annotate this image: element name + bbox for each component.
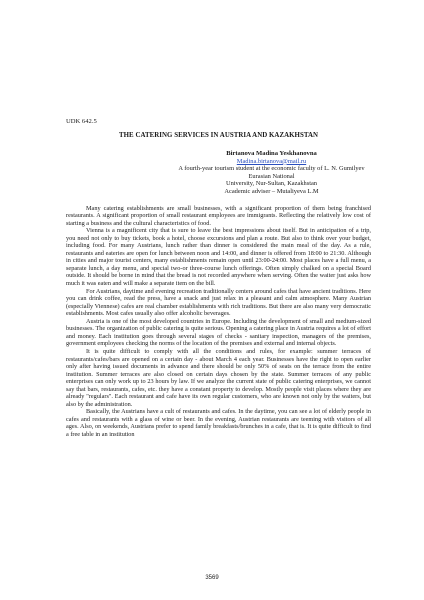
author-block (172, 150, 371, 196)
body-paragraph: Austria is one of the most developed countries in Europe. Including the development of small and medium-sized businesses. The organization of public catering is quite serious. Opening a catering place in Austria requires a lot of effort and money. Each institution goes through several stages of checks - sanitary inspection, managers of the premises, government employees checking the norms of the location of the premises and external and internal objects. (66, 317, 371, 348)
author-affiliation-line1: A fourth-year tourism student at the economic faculty of L. N. Gumilyev Eurasian National (178, 165, 365, 180)
page-number: 3569 (205, 575, 219, 581)
author-name: Birtanova Madina Yeskhanovna (226, 150, 317, 157)
body-text (66, 205, 371, 439)
author-email-link[interactable]: Madina.birtanova@mail.ru (236, 157, 307, 165)
body-paragraph: Many catering establishments are small businesses, with a significant proportion of them being franchised restaurants. A significant proportion of small restaurant employees are immigrants. Reflecting the relatively low cost of starting a business and the cultural characteristics of food. (66, 204, 371, 227)
author-affiliation-line2: University, Nur-Sultan, Kazakhstan (225, 180, 318, 188)
paper-page (66, 118, 371, 439)
paper-title: THE CATERING SERVICES IN AUSTRIA AND KAZAKHSTAN (118, 132, 319, 139)
body-paragraph: Vienna is a magnificent city that is sure to leave the best impressions about itself. But in anticipation of a trip, you need not only to buy tickets, book a hotel, choose excursions and plan a route. But also to think over your budget, including food. For many Austrians, lunch rather than dinner is considered the main meal of the day. As a rule, restaurants and eateries are open for lunch between noon and 14:00, and dinner is offered from 18:00 to 21:30. Although in cities and major tourist centers, many establishments remain open until 23:00-24:00. Most places have a full menu, a separate lunch, a day menu, and special two-or three-course lunch offerings. Often simply chalked on a special Board outside. It should be borne in mind that the bread is not recorded anywhere when serving. Often the waiter just asks how much it was eaten and will make a separate item on the bill. (66, 227, 371, 288)
academic-advisor: Academic adviser – Mutaliyeva L.M (224, 187, 319, 195)
udk-code: UDK 642.5 (66, 118, 97, 125)
body-paragraph: It is quite difficult to comply with all the conditions and rules, for example: summer terraces of restaurants/cafes/bars are opened on a certain day - about March 4 each year. Businesses have the right to open earlier only after having issued documents in advance and there should be only 50% of seats on the terrace from the entire institution. Summer terraces are also closed on certain days chosen by the state. Summer terraces of any public enterprises can only work up to 23 hours by law. If we analyze the current state of public catering enterprises, we cannot say that bars, restaurants, cafes, etc. they have a constant property to develop. Mostly people visit places where they are already "regulars". Each restaurant and cafe have its own regular customers, who are known not only by the waiters, but also by the administration. (66, 347, 371, 408)
body-paragraph: For Austrians, daytime and evening recreation traditionally centers around cafes that have ancient traditions. Here you can drink coffee, read the press, have a snack and just relax in a pleasant and calm atmosphere. Many Austrian (especially Viennese) cafes are real chamber establishments with rich traditions. But there are also many very democratic establishments. Most cafes usually also offer alcoholic beverages. (66, 287, 371, 318)
body-paragraph: Basically, the Austrians have a cult of restaurants and cafes. In the daytime, you can see a lot of elderly people in cafes and restaurants with a glass of wine or beer. In the evening, Austrian restaurants are teeming with visitors of all ages. Also, on weekends, Austrians prefer to spend family breakfasts/brunches in a cafe, that is. It is quite difficult to find a free table in an institution (66, 408, 371, 438)
